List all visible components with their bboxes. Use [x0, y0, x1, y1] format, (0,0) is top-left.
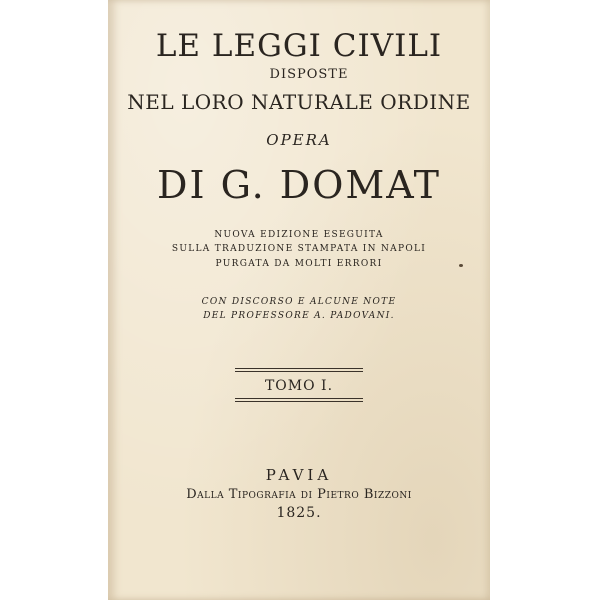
- subtitle-disposte: DISPOSTE: [269, 67, 349, 82]
- imprint-city: PAVIA: [265, 466, 333, 484]
- book-title: LE LEGGI CIVILI: [155, 28, 443, 64]
- top-rule: [235, 371, 363, 372]
- bottom-rule: [235, 401, 363, 402]
- edition-line: PURGATA DA MOLTI ERRORI: [215, 259, 383, 269]
- edition-line: SULLA TRADUZIONE STAMPATA IN NAPOLI: [171, 244, 427, 254]
- opera-label: OPERA: [266, 131, 332, 149]
- discourse-line: CON DISCORSO E ALCUNE NOTE: [201, 297, 397, 307]
- bottom-rule: [235, 398, 363, 399]
- author-name: DI G. DOMAT: [157, 163, 441, 207]
- top-rule: [235, 368, 363, 369]
- title-page: [108, 0, 490, 600]
- ink-spot: [459, 264, 463, 267]
- subtitle-ordine: NEL LORO NATURALE ORDINE: [127, 90, 471, 114]
- imprint-printer: Dalla Tipografia di Pietro Bizzoni: [186, 487, 412, 502]
- volume-label: TOMO I.: [264, 378, 334, 394]
- imprint-year: 1825.: [276, 505, 322, 521]
- discourse-line: DEL PROFESSORE A. PADOVANI.: [203, 311, 395, 321]
- edition-line: NUOVA EDIZIONE ESEGUITA: [214, 230, 384, 240]
- volume-box: [235, 368, 363, 402]
